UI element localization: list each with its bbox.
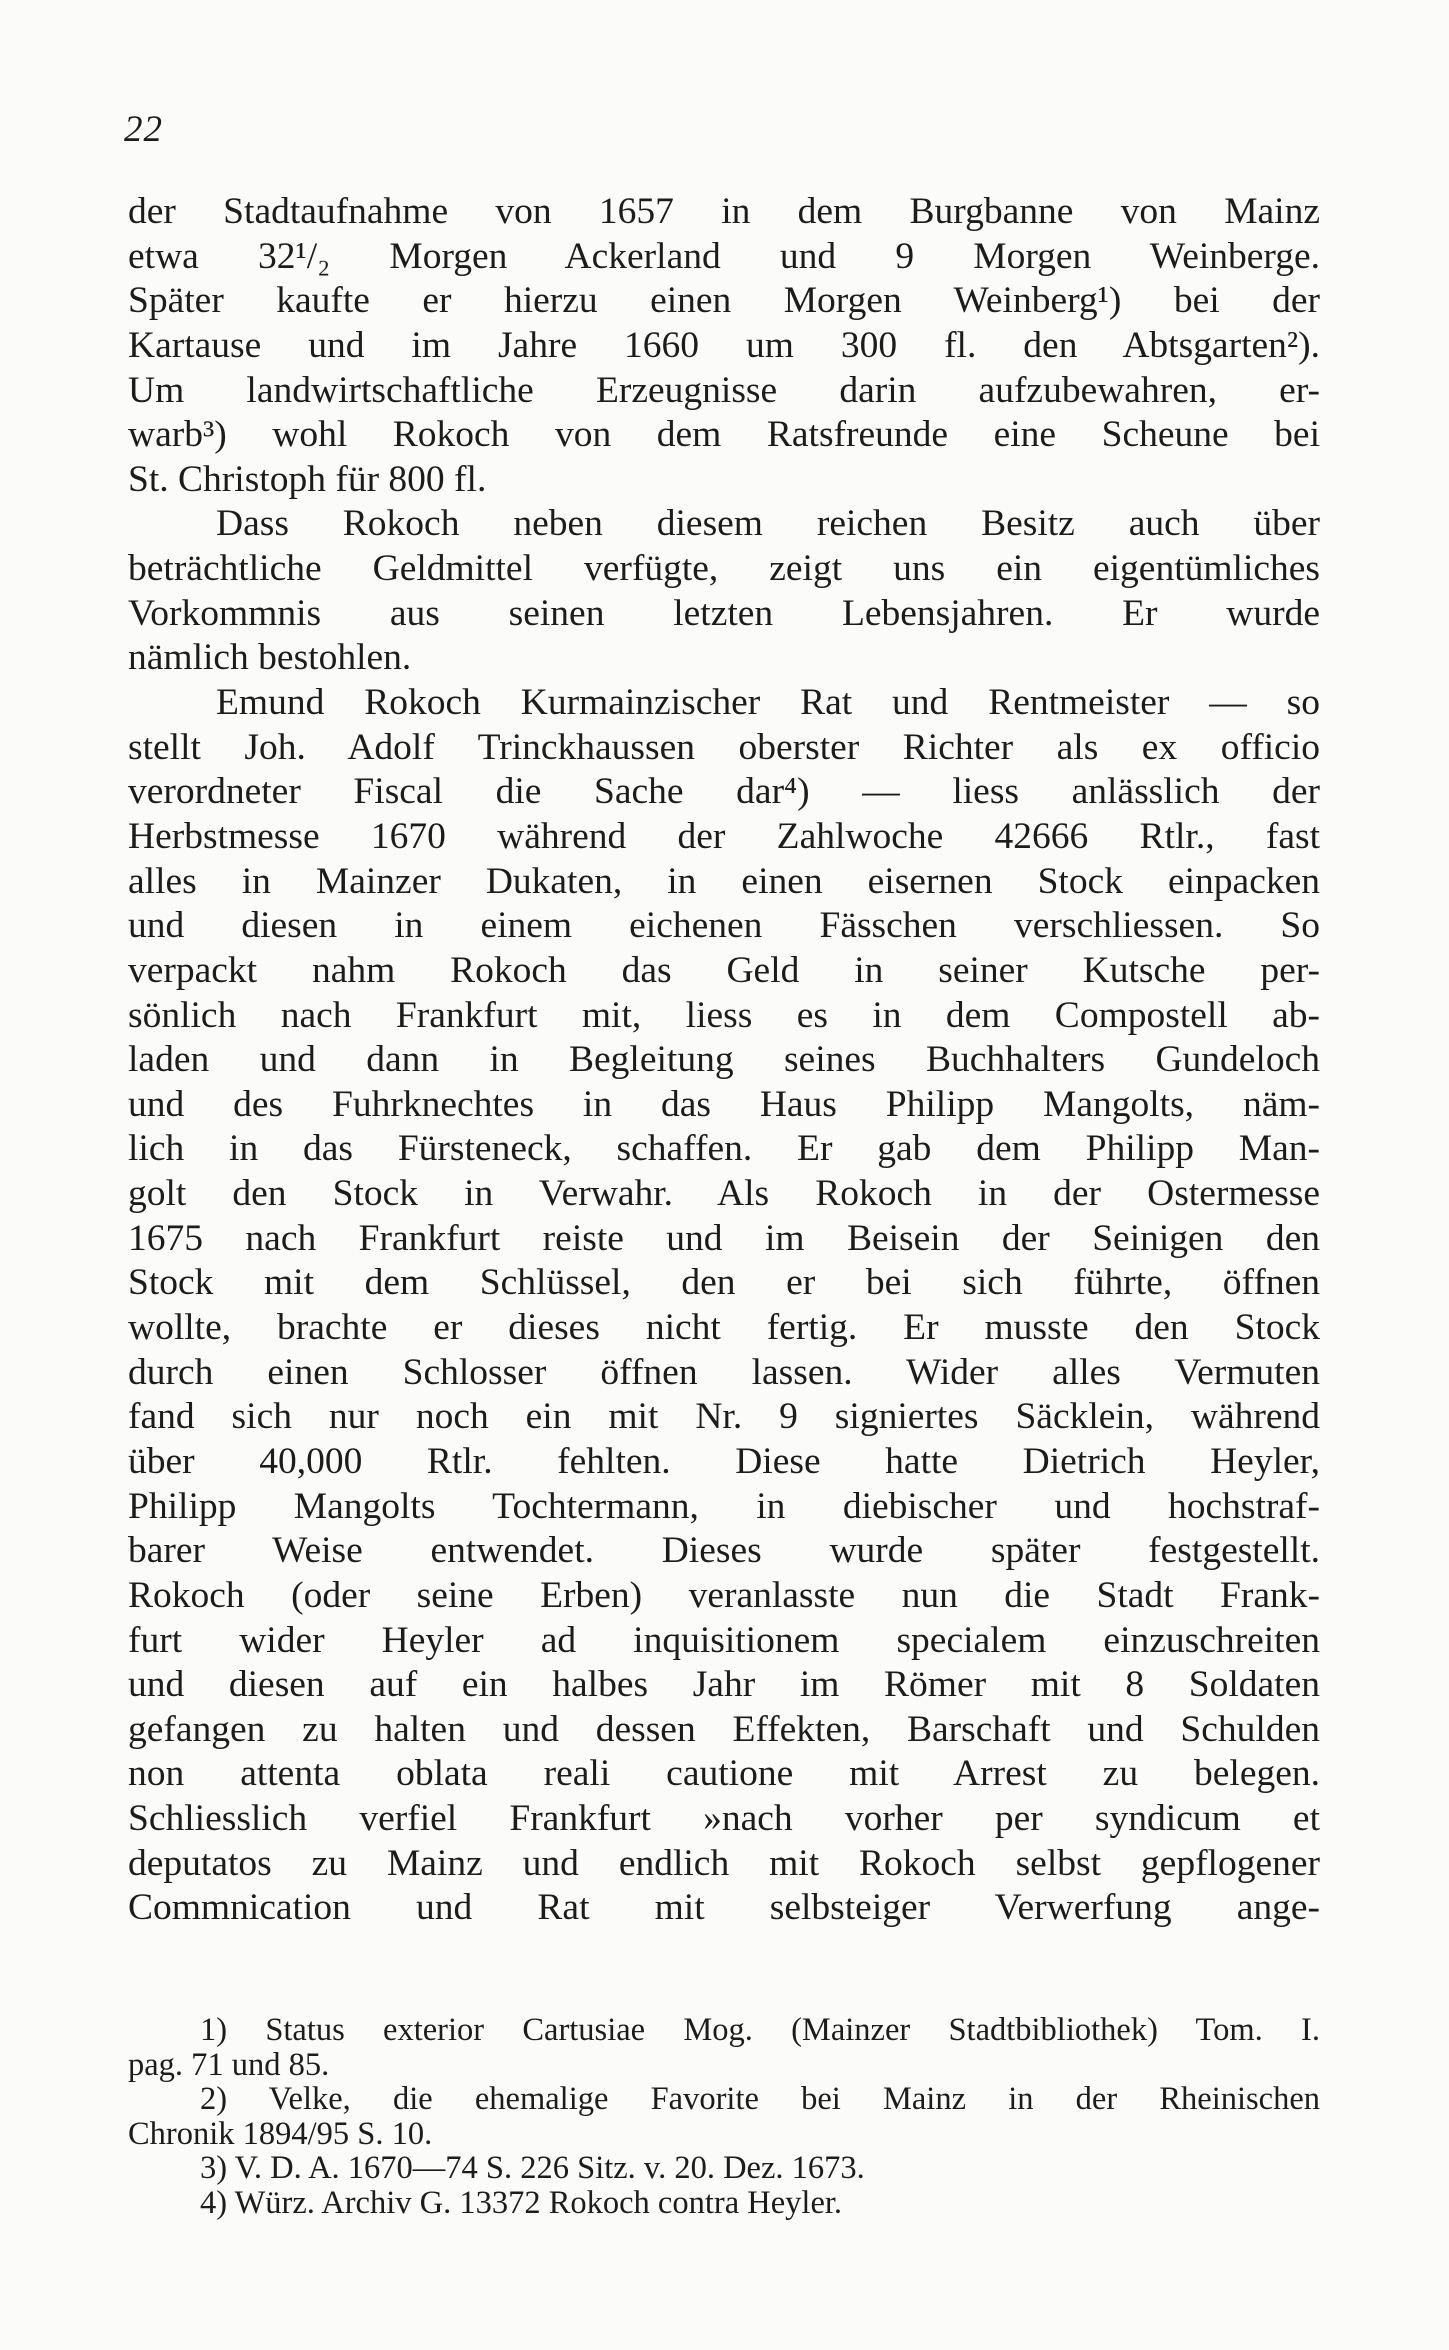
body-text: [128, 190, 1320, 1931]
text-line: verordneter Fiscal die Sache dar⁴) — liess anlässlich der: [128, 771, 1320, 813]
text-line: furt wider Heyler ad inquisitionem specialem einzuschreiten: [128, 1619, 1320, 1661]
text-line: sönlich nach Frankfurt mit, liess es in dem Compostell ab-: [128, 994, 1320, 1036]
text-line: deputatos zu Mainz und endlich mit Rokoch selbst gepflogener: [128, 1842, 1320, 1884]
paragraph-start-line: Dass Rokoch neben diesem reichen Besitz auch über: [216, 503, 1320, 545]
footnote-line: 1) Status exterior Cartusiae Mog. (Mainzer Stadtbibliothek) Tom. I.: [200, 2012, 1320, 2048]
footnotes: [128, 2013, 1320, 2220]
text-line: 1675 nach Frankfurt reiste und im Beisein der Seinigen den: [128, 1217, 1320, 1259]
text-line: Philipp Mangolts Tochtermann, in diebischer und hochstraf-: [128, 1485, 1320, 1527]
text-line: St. Christoph für 800 fl.: [128, 458, 487, 500]
text-line: Kartause und im Jahre 1660 um 300 fl. den Abtsgarten²).: [128, 324, 1320, 366]
text-line: golt den Stock in Verwahr. Als Rokoch in der Ostermesse: [128, 1173, 1320, 1215]
text-line: und des Fuhrknechtes in das Haus Philipp Mangolts, näm-: [128, 1083, 1320, 1125]
footnote-line: Chronik 1894/95 S. 10.: [128, 2115, 433, 2152]
text-line: stellt Joh. Adolf Trinckhaussen oberster Richter als ex officio: [128, 726, 1320, 768]
text-line: Später kaufte er hierzu einen Morgen Weinberg¹) bei der: [128, 280, 1320, 322]
text-line: und diesen auf ein halbes Jahr im Römer mit 8 Soldaten: [128, 1664, 1320, 1706]
text-line: durch einen Schlosser öffnen lassen. Wider alles Vermuten: [128, 1351, 1320, 1393]
footnote-line: 3) V. D. A. 1670—74 S. 226 Sitz. v. 20. Dez. 1673.: [200, 2150, 865, 2186]
text-line: Herbstmesse 1670 während der Zahlwoche 42666 Rtlr., fast: [128, 815, 1320, 857]
footnote-line: 4) Würz. Archiv G. 13372 Rokoch contra Heyler.: [200, 2184, 843, 2221]
text-line: Rokoch (oder seine Erben) veranlasste nun die Stadt Frank-: [128, 1574, 1320, 1616]
text-line: beträchtliche Geldmittel verfügte, zeigt uns ein eigentümliches: [128, 548, 1320, 590]
text-line: der Stadtaufnahme von 1657 in dem Burgbanne von Mainz: [128, 191, 1320, 232]
text-line: nämlich bestohlen.: [128, 637, 412, 679]
text-line: fand sich nur noch ein mit Nr. 9 signiertes Säcklein, während: [128, 1396, 1320, 1438]
text-line: Stock mit dem Schlüssel, den er bei sich führte, öffnen: [128, 1262, 1320, 1304]
paragraph-start-line: Emund Rokoch Kurmainzischer Rat und Rentmeister — so: [216, 682, 1320, 724]
text-line: und diesen in einem eichenen Fässchen verschliessen. So: [128, 905, 1320, 947]
text-line: barer Weise entwendet. Dieses wurde später festgestellt.: [128, 1530, 1320, 1572]
text-line: lich in das Fürsteneck, schaffen. Er gab dem Philipp Man-: [128, 1128, 1320, 1170]
text-line: alles in Mainzer Dukaten, in einen eisernen Stock einpacken: [128, 860, 1320, 902]
text-line: warb³) wohl Rokoch von dem Ratsfreunde eine Scheune bei: [128, 414, 1320, 456]
footnote-line: 2) Velke, die ehemalige Favorite bei Mainz in der Rheinischen: [200, 2081, 1320, 2117]
text-line: laden und dann in Begleitung seines Buchhalters Gundeloch: [128, 1039, 1320, 1081]
text-line: gefangen zu halten und dessen Effekten, Barschaft und Schulden: [128, 1708, 1320, 1750]
text-line: Commnication und Rat mit selbsteiger Verwerfung ange-: [128, 1887, 1320, 1929]
footnote-line: pag. 71 und 85.: [128, 2046, 330, 2083]
text-line: non attenta oblata reali cautione mit Arrest zu belegen.: [128, 1753, 1320, 1795]
text-line: Um landwirtschaftliche Erzeugnisse darin aufzubewahren, er-: [128, 369, 1320, 411]
text-line: Schliesslich verfiel Frankfurt »nach vorher per syndicum et: [128, 1798, 1320, 1840]
text-line: verpackt nahm Rokoch das Geld in seiner Kutsche per-: [128, 949, 1320, 991]
text-line: über 40,000 Rtlr. fehlten. Diese hatte Dietrich Heyler,: [128, 1440, 1320, 1482]
text-line: Vorkommnis aus seinen letzten Lebensjahren. Er wurde: [128, 592, 1320, 634]
page-number: 22: [124, 109, 163, 150]
text-line: wollte, brachte er dieses nicht fertig. Er musste den Stock: [128, 1307, 1320, 1349]
text-line: etwa 32¹/₂ Morgen Ackerland und 9 Morgen Weinberge.: [128, 235, 1320, 277]
